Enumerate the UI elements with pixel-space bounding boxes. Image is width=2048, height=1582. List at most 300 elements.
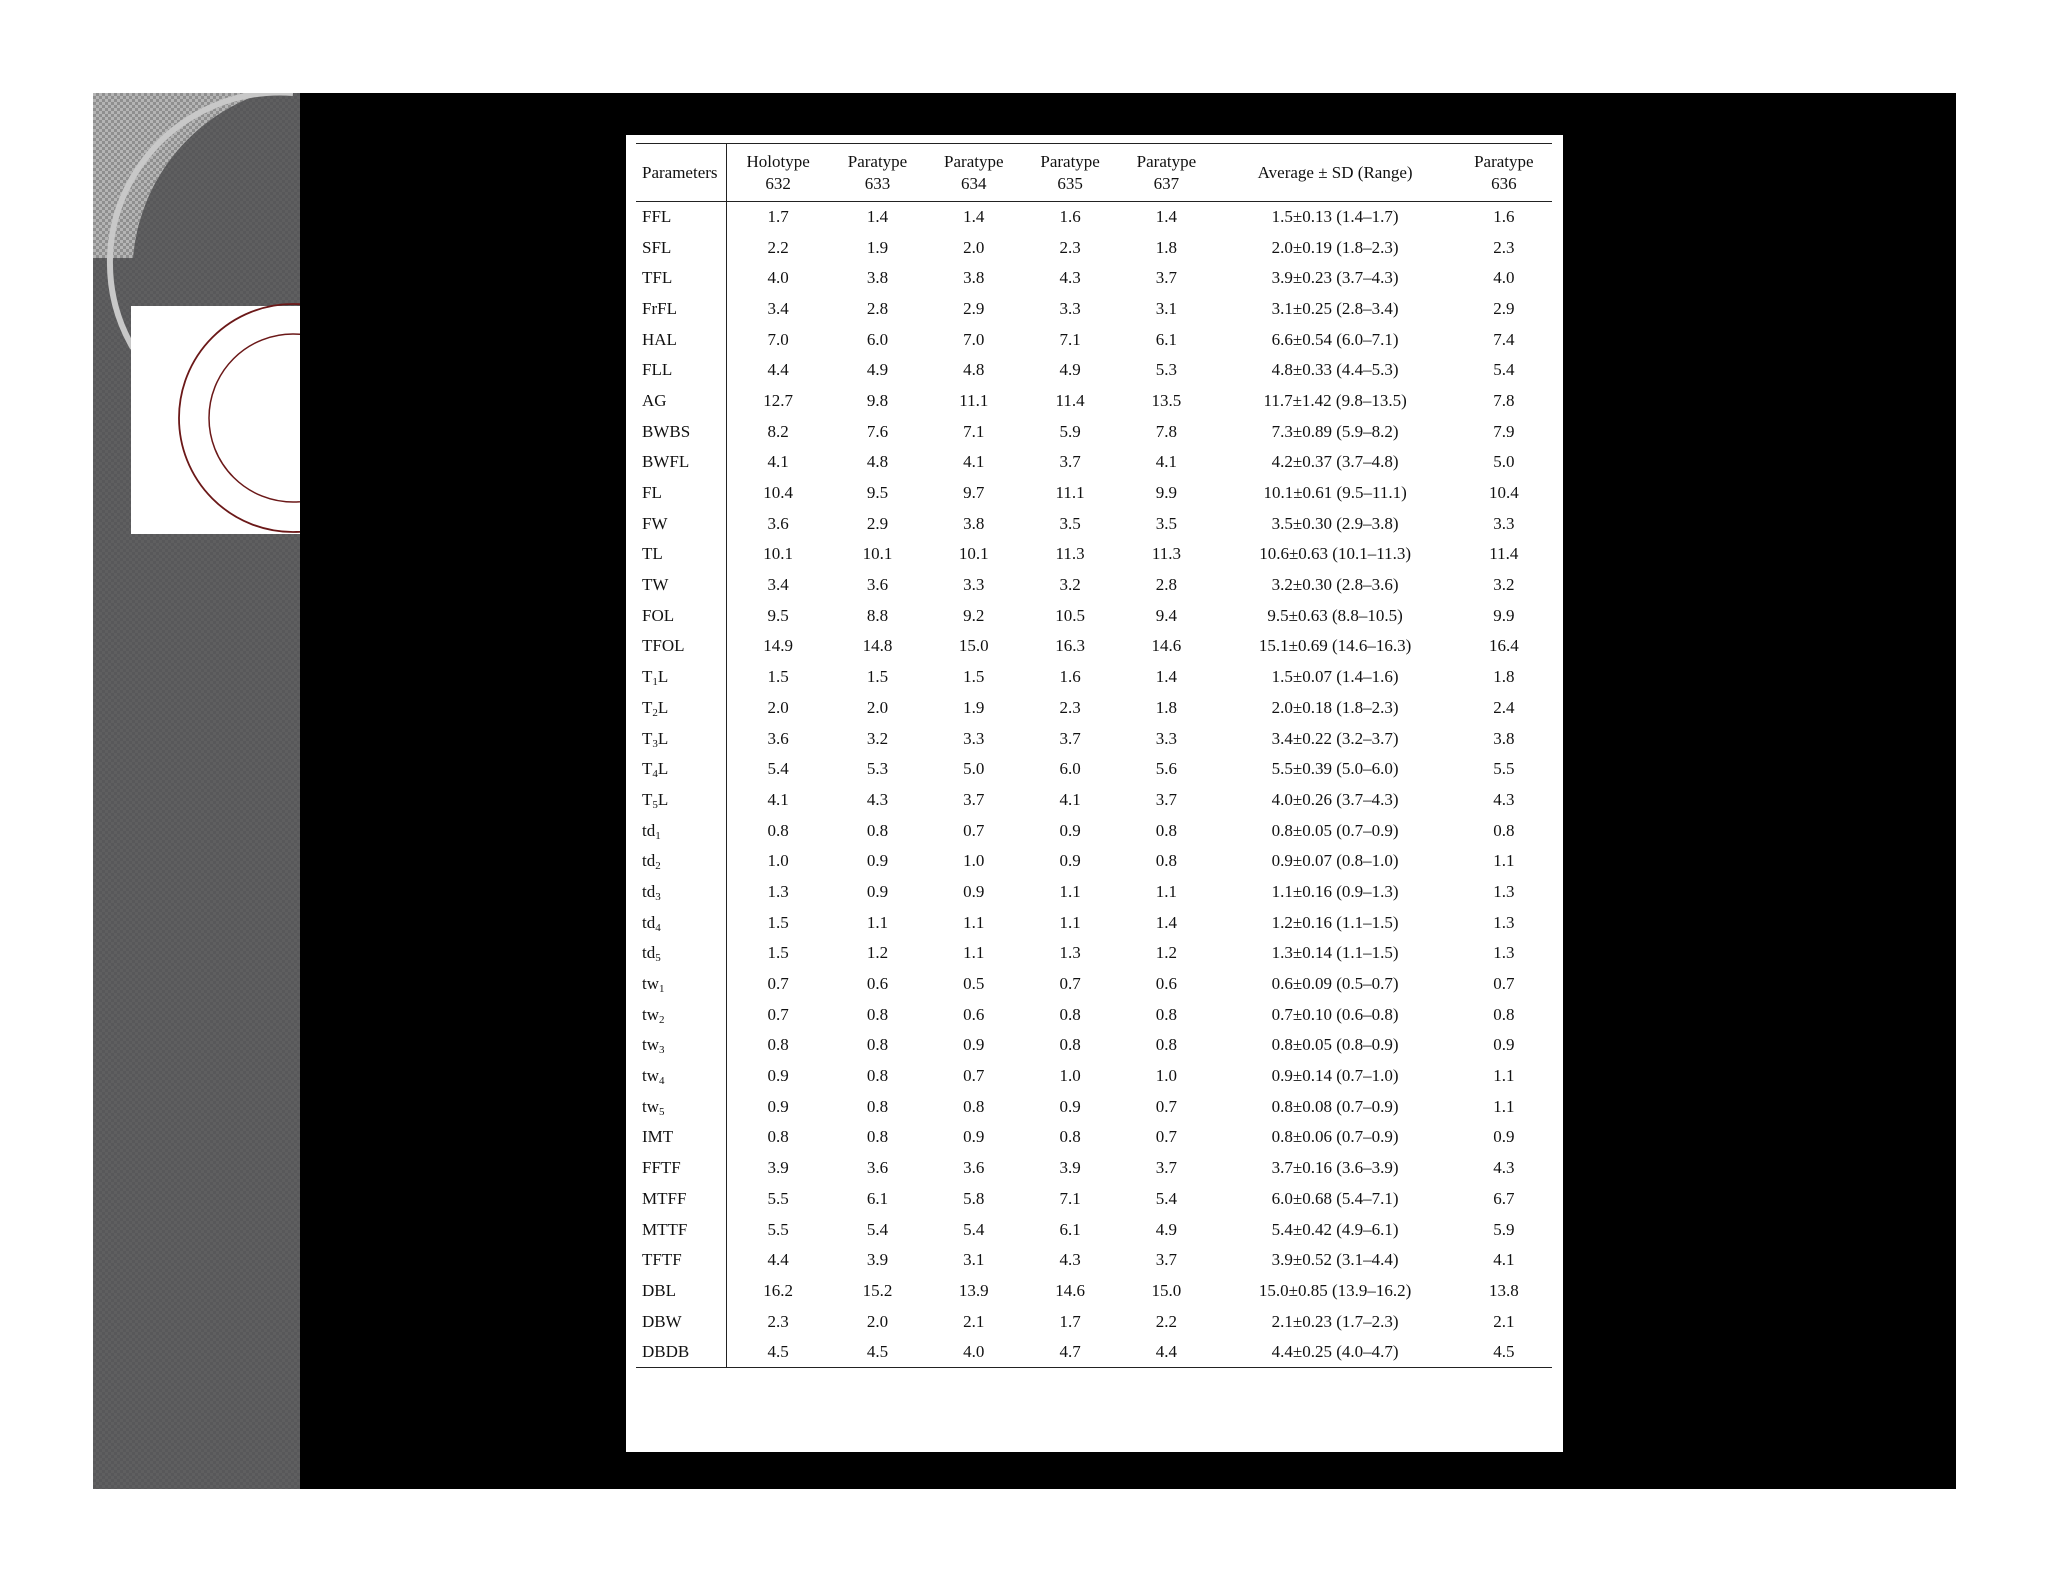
value-cell: 3.7 <box>1059 728 1081 748</box>
parameter-cell <box>636 1245 727 1276</box>
value-cell: 1.5 <box>767 943 789 963</box>
value-cell: 4.9 <box>866 360 889 380</box>
value-cell: 11.1 <box>959 390 989 410</box>
value-cell: 5.8 <box>963 1188 985 1208</box>
value-cell: 1.6 <box>1493 207 1515 227</box>
value-cell: 3.3 <box>1155 728 1178 748</box>
parameter-name: TW <box>642 575 669 595</box>
value-cell: 1.6 <box>1059 207 1081 227</box>
value-cell: 3.7 <box>1155 1158 1178 1178</box>
value-cell: 6.1 <box>1155 329 1178 349</box>
column-header-number: 636 <box>1491 173 1517 193</box>
value-cell: 1.3 <box>767 881 789 901</box>
table-row <box>636 1245 1552 1276</box>
column-header <box>727 144 830 202</box>
table-row <box>636 1030 1552 1061</box>
value-cell: 2.8 <box>1155 575 1178 595</box>
value-cell: 1.3 <box>1493 912 1515 932</box>
value-cell: 4.4 <box>1118 1337 1214 1368</box>
average-cell: 1.1±0.16 (0.9–1.3) <box>1271 881 1399 901</box>
value-cell: 4.1 <box>1155 452 1178 472</box>
parameter-name: FL <box>642 483 662 503</box>
column-header-number: 637 <box>1153 173 1180 193</box>
table-row <box>636 1153 1552 1184</box>
value-cell: 3.6 <box>767 728 789 748</box>
parameter-name: T <box>642 667 653 687</box>
value-cell: 4.4 <box>767 360 789 380</box>
column-header-label: Paratype <box>944 151 1004 171</box>
column-header-number: 633 <box>864 173 891 193</box>
value-cell: 0.7 <box>1493 974 1515 994</box>
column-header-label: Paratype <box>1040 151 1100 171</box>
table-row <box>636 416 1552 447</box>
value-cell: 10.5 <box>1055 605 1085 625</box>
value-cell: 0.7 <box>1155 1127 1178 1147</box>
table-row <box>636 539 1552 570</box>
parameter-name: HAL <box>642 329 677 349</box>
value-cell: 3.7 <box>1059 452 1081 472</box>
parameter-suffix: L <box>657 667 669 687</box>
table-row <box>636 907 1552 938</box>
value-cell: 9.4 <box>1155 605 1178 625</box>
parameter-cell <box>636 416 727 447</box>
value-cell: 2.9 <box>1493 298 1515 318</box>
parameter-cell <box>636 785 727 816</box>
value-cell: 1.1 <box>866 912 889 932</box>
value-cell: 3.7 <box>963 789 985 809</box>
value-cell: 8.8 <box>866 605 889 625</box>
value-cell: 0.7 <box>963 820 985 840</box>
parameter-name: FOL <box>642 605 675 625</box>
value-cell: 7.0 <box>963 329 985 349</box>
value-cell: 3.9 <box>767 1158 789 1178</box>
value-cell: 4.3 <box>1059 1250 1081 1270</box>
table-row <box>636 693 1552 724</box>
value-cell: 7.1 <box>963 421 985 441</box>
value-cell: 3.7 <box>1155 1250 1178 1270</box>
parameter-suffix: L <box>657 759 669 779</box>
parameter-cell <box>636 386 727 417</box>
value-cell: 1.7 <box>1059 1311 1081 1331</box>
value-cell: 9.9 <box>1493 605 1515 625</box>
value-cell: 0.8 <box>1155 820 1178 840</box>
parameter-name: AG <box>642 390 667 410</box>
average-cell: 1.3±0.14 (1.1–1.5) <box>1271 943 1399 963</box>
value-cell: 0.7 <box>1155 1096 1178 1116</box>
average-cell: 1.2±0.16 (1.1–1.5) <box>1271 912 1399 932</box>
value-cell: 0.7 <box>963 1066 985 1086</box>
parameter-name: tw <box>642 1096 659 1116</box>
value-cell: 3.1 <box>963 1250 985 1270</box>
measurements-table <box>636 143 1552 1368</box>
value-cell: 5.0 <box>963 759 985 779</box>
average-cell: 6.0±0.68 (5.4–7.1) <box>1271 1188 1399 1208</box>
parameter-name: FFL <box>642 207 672 227</box>
value-cell: 5.6 <box>1155 759 1178 779</box>
column-header-label: Paratype <box>847 151 908 171</box>
value-cell: 1.5 <box>963 667 985 687</box>
value-cell: 5.9 <box>1493 1219 1515 1239</box>
column-header <box>1022 144 1118 202</box>
value-cell: 4.8 <box>866 452 889 472</box>
parameter-name: td <box>642 943 656 963</box>
value-cell: 1.9 <box>963 697 985 717</box>
value-cell: 2.3 <box>767 1311 789 1331</box>
value-cell: 1.8 <box>1155 697 1178 717</box>
value-cell: 3.6 <box>866 1158 889 1178</box>
value-cell: 0.8 <box>1155 851 1178 871</box>
value-cell: 4.1 <box>767 452 789 472</box>
parameter-cell <box>636 723 727 754</box>
value-cell: 3.4 <box>767 298 789 318</box>
value-cell: 3.2 <box>1059 575 1081 595</box>
parameter-name: tw <box>642 974 659 994</box>
value-cell: 5.5 <box>767 1219 789 1239</box>
value-cell: 1.0 <box>963 851 985 871</box>
parameter-cell <box>636 1214 727 1245</box>
value-cell: 2.0 <box>866 697 889 717</box>
value-cell: 15.2 <box>862 1280 893 1300</box>
value-cell: 0.8 <box>866 820 889 840</box>
value-cell: 1.7 <box>767 207 789 227</box>
table-row <box>636 600 1552 631</box>
table-body <box>636 202 1552 1368</box>
value-cell: 4.1 <box>963 452 985 472</box>
value-cell: 3.3 <box>1059 298 1081 318</box>
average-cell: 0.8±0.06 (0.7–0.9) <box>1271 1127 1399 1147</box>
table-row <box>636 294 1552 325</box>
value-cell: 3.7 <box>1155 789 1178 809</box>
value-cell: 0.8 <box>1155 1035 1178 1055</box>
value-cell: 5.4 <box>767 759 789 779</box>
value-cell: 1.1 <box>1155 881 1178 901</box>
value-cell: 5.0 <box>1493 452 1515 472</box>
average-cell: 15.0±0.85 (13.9–16.2) <box>1258 1280 1412 1300</box>
value-cell: 0.9 <box>767 1096 789 1116</box>
average-cell: 3.7±0.16 (3.6–3.9) <box>1271 1158 1399 1178</box>
column-header <box>636 144 727 202</box>
table-row <box>636 1184 1552 1215</box>
parameter-cell <box>636 693 727 724</box>
average-cell: 10.6±0.63 (10.1–11.3) <box>1259 544 1411 564</box>
parameter-name: TL <box>642 544 663 564</box>
parameter-cell <box>636 631 727 662</box>
value-cell: 0.8 <box>1493 1004 1515 1024</box>
value-cell: 0.7 <box>1059 974 1081 994</box>
table-row <box>636 1337 1552 1368</box>
value-cell: 4.8 <box>963 360 985 380</box>
parameter-name: T <box>642 789 653 809</box>
table-row <box>636 1276 1552 1307</box>
column-header <box>829 144 925 202</box>
table-row <box>636 662 1552 693</box>
parameter-name: FFTF <box>642 1158 681 1178</box>
value-cell: 0.7 <box>767 974 789 994</box>
value-cell: 8.2 <box>767 421 789 441</box>
parameter-cell <box>636 478 727 509</box>
value-cell: 1.0 <box>767 851 789 871</box>
mesh-shape <box>93 93 263 258</box>
value-cell: 3.2 <box>866 728 889 748</box>
average-cell: 0.9±0.14 (0.7–1.0) <box>1271 1066 1399 1086</box>
value-cell: 9.5 <box>767 605 789 625</box>
table-row <box>636 232 1552 263</box>
table-row <box>636 508 1552 539</box>
parameter-cell <box>636 570 727 601</box>
parameter-name: T <box>642 697 653 717</box>
value-cell: 5.3 <box>1155 360 1178 380</box>
value-cell: 13.5 <box>1151 390 1182 410</box>
value-cell: 1.5 <box>866 667 889 687</box>
parameter-cell <box>636 1091 727 1122</box>
table-row <box>636 1214 1552 1245</box>
value-cell: 2.3 <box>1059 237 1081 257</box>
value-cell: 0.8 <box>767 1127 789 1147</box>
parameter-name: TFL <box>642 268 673 288</box>
average-cell: 0.8±0.08 (0.7–0.9) <box>1271 1096 1399 1116</box>
table-row <box>636 631 1552 662</box>
value-cell: 1.8 <box>1155 237 1178 257</box>
value-cell: 0.9 <box>1059 1096 1081 1116</box>
value-cell: 2.0 <box>767 697 789 717</box>
value-cell: 1.1 <box>1059 881 1081 901</box>
value-cell: 0.8 <box>866 1004 889 1024</box>
parameter-name: td <box>642 851 656 871</box>
parameter-cell <box>636 969 727 1000</box>
parameter-name: DBDB <box>642 1342 690 1362</box>
value-cell: 1.5 <box>767 667 789 687</box>
value-cell: 9.8 <box>866 390 889 410</box>
value-cell: 3.7 <box>1155 268 1178 288</box>
value-cell: 1.1 <box>963 912 985 932</box>
value-cell: 0.9 <box>866 851 889 871</box>
table-row <box>636 815 1552 846</box>
value-cell: 3.8 <box>1493 728 1515 748</box>
value-cell: 0.8 <box>767 1035 789 1055</box>
value-cell: 3.9 <box>866 1250 889 1270</box>
parameter-cell <box>636 662 727 693</box>
average-cell: 0.8±0.05 (0.8–0.9) <box>1271 1035 1399 1055</box>
value-cell: 6.1 <box>1059 1219 1081 1239</box>
parameter-cell <box>636 1122 727 1153</box>
parameter-cell <box>636 907 727 938</box>
value-cell: 5.4 <box>1155 1188 1178 1208</box>
table-row <box>636 938 1552 969</box>
parameter-cell <box>636 294 727 325</box>
parameter-cell <box>636 877 727 908</box>
average-cell: 3.5±0.30 (2.9–3.8) <box>1271 513 1399 533</box>
value-cell: 0.8 <box>767 820 789 840</box>
average-cell: 0.6±0.09 (0.5–0.7) <box>1271 974 1399 994</box>
value-cell: 3.3 <box>963 728 985 748</box>
parameter-cell <box>636 232 727 263</box>
parameter-subscript: 2 <box>659 1013 665 1026</box>
parameter-name: DBW <box>642 1311 682 1331</box>
decorative-circles <box>93 93 393 553</box>
value-cell: 1.9 <box>866 237 889 257</box>
value-cell: 0.9 <box>1493 1127 1515 1147</box>
parameter-subscript: 3 <box>659 1044 665 1057</box>
table-row <box>636 877 1552 908</box>
value-cell: 14.9 <box>763 636 794 656</box>
parameter-name: FrFL <box>642 298 677 318</box>
parameter-name: tw <box>642 1066 659 1086</box>
parameter-name: td <box>642 881 656 901</box>
value-cell: 9.2 <box>963 605 985 625</box>
value-cell: 0.8 <box>1059 1004 1081 1024</box>
value-cell: 3.6 <box>866 575 889 595</box>
average-cell: 2.1±0.23 (1.7–2.3) <box>1271 1311 1399 1331</box>
average-cell: 2.0±0.18 (1.8–2.3) <box>1271 697 1399 717</box>
parameter-cell <box>636 1061 727 1092</box>
average-cell: 2.0±0.19 (1.8–2.3) <box>1271 237 1399 257</box>
parameter-cell <box>636 355 727 386</box>
parameter-subscript: 3 <box>655 890 661 903</box>
average-cell: 5.5±0.39 (5.0–6.0) <box>1271 759 1399 779</box>
value-cell: 3.9 <box>1059 1158 1081 1178</box>
parameter-subscript: 3 <box>652 737 658 750</box>
table-row <box>636 1122 1552 1153</box>
value-cell: 4.3 <box>1059 268 1081 288</box>
value-cell: 0.9 <box>767 1066 789 1086</box>
value-cell: 16.3 <box>1055 636 1085 656</box>
table-row <box>636 478 1552 509</box>
parameter-cell <box>636 600 727 631</box>
value-cell: 1.2 <box>866 943 889 963</box>
average-cell: 0.8±0.05 (0.7–0.9) <box>1271 820 1399 840</box>
value-cell: 2.3 <box>1493 237 1515 257</box>
parameter-cell <box>636 263 727 294</box>
parameter-name: MTTF <box>642 1219 688 1239</box>
value-cell: 4.7 <box>1022 1337 1118 1368</box>
parameter-name: td <box>642 820 656 840</box>
value-cell: 7.8 <box>1155 421 1178 441</box>
parameter-name: tw <box>642 1035 659 1055</box>
parameter-subscript: 5 <box>655 952 661 965</box>
value-cell: 1.4 <box>963 207 985 227</box>
value-cell: 0.9 <box>963 881 985 901</box>
value-cell: 6.0 <box>866 329 889 349</box>
value-cell: 1.3 <box>1493 943 1515 963</box>
average-cell: 6.6±0.54 (6.0–7.1) <box>1271 329 1399 349</box>
value-cell: 1.1 <box>963 943 985 963</box>
value-cell: 3.5 <box>1059 513 1081 533</box>
value-cell: 4.3 <box>1493 789 1515 809</box>
average-cell: 3.4±0.22 (3.2–3.7) <box>1271 728 1399 748</box>
value-cell: 1.4 <box>1155 912 1178 932</box>
value-cell: 0.8 <box>963 1096 985 1116</box>
table-row <box>636 969 1552 1000</box>
value-cell: 1.5 <box>767 912 789 932</box>
value-cell: 0.7 <box>767 1004 789 1024</box>
value-cell: 0.9 <box>963 1127 985 1147</box>
parameter-name: BWFL <box>642 452 690 472</box>
table-row <box>636 202 1552 233</box>
parameter-subscript: 5 <box>652 798 658 811</box>
parameter-suffix: L <box>657 789 669 809</box>
value-cell: 4.5 <box>727 1337 830 1368</box>
value-cell: 14.6 <box>1055 1280 1085 1300</box>
value-cell: 6.1 <box>866 1188 889 1208</box>
value-cell: 5.4 <box>963 1219 985 1239</box>
average-cell: 7.3±0.89 (5.9–8.2) <box>1271 421 1399 441</box>
parameter-name: tw <box>642 1004 659 1024</box>
value-cell: 0.8 <box>866 1066 889 1086</box>
value-cell: 14.8 <box>862 636 893 656</box>
column-header-number: 632 <box>765 173 791 193</box>
value-cell: 7.9 <box>1493 421 1515 441</box>
column-header-label: Average ± SD (Range) <box>1257 162 1413 182</box>
value-cell: 3.2 <box>1493 575 1515 595</box>
value-cell: 4.5 <box>1456 1337 1552 1368</box>
table-row <box>636 846 1552 877</box>
table-row <box>636 355 1552 386</box>
value-cell: 7.6 <box>866 421 889 441</box>
column-header-number: 635 <box>1057 173 1083 193</box>
value-cell: 4.0 <box>1493 268 1515 288</box>
value-cell: 10.1 <box>763 544 794 564</box>
value-cell: 10.1 <box>862 544 893 564</box>
value-cell: 2.2 <box>767 237 789 257</box>
value-cell: 3.5 <box>1155 513 1178 533</box>
parameter-subscript: 1 <box>655 829 661 842</box>
value-cell: 1.1 <box>1493 1096 1515 1116</box>
value-cell: 16.2 <box>763 1280 794 1300</box>
value-cell: 1.0 <box>1155 1066 1178 1086</box>
parameter-subscript: 1 <box>652 676 658 689</box>
parameter-cell <box>636 1337 727 1368</box>
value-cell: 1.3 <box>1059 943 1081 963</box>
parameter-name: BWBS <box>642 421 691 441</box>
parameter-cell <box>636 202 727 233</box>
average-cell: 1.5±0.13 (1.4–1.7) <box>1271 207 1399 227</box>
value-cell: 0.5 <box>963 974 985 994</box>
parameter-name: T <box>642 728 653 748</box>
parameter-subscript: 2 <box>655 860 661 873</box>
value-cell: 4.0 <box>767 268 789 288</box>
header-row <box>636 144 1552 202</box>
parameter-cell <box>636 539 727 570</box>
value-cell: 0.8 <box>866 1127 889 1147</box>
value-cell: 9.9 <box>1155 483 1178 503</box>
value-cell: 0.8 <box>1155 1004 1178 1024</box>
value-cell: 6.0 <box>1059 759 1081 779</box>
average-cell: 3.1±0.25 (2.8–3.4) <box>1271 298 1399 318</box>
average-cell: 11.7±1.42 (9.8–13.5) <box>1263 390 1407 410</box>
value-cell: 2.1 <box>1493 1311 1515 1331</box>
value-cell: 10.1 <box>958 544 989 564</box>
parameter-cell <box>636 754 727 785</box>
parameter-name: FW <box>642 513 668 533</box>
value-cell: 3.3 <box>1493 513 1515 533</box>
average-cell: 4.2±0.37 (3.7–4.8) <box>1271 452 1399 472</box>
value-cell: 1.8 <box>1493 667 1515 687</box>
parameter-name: MTFF <box>642 1188 687 1208</box>
average-cell: 9.5±0.63 (8.8–10.5) <box>1267 605 1403 625</box>
value-cell: 0.6 <box>1155 974 1178 994</box>
table-row <box>636 1061 1552 1092</box>
value-cell: 3.8 <box>963 513 985 533</box>
value-cell: 0.9 <box>1059 820 1081 840</box>
parameter-subscript: 5 <box>659 1105 665 1118</box>
value-cell: 2.9 <box>963 298 985 318</box>
parameter-cell <box>636 447 727 478</box>
value-cell: 4.9 <box>1059 360 1081 380</box>
table-row <box>636 386 1552 417</box>
value-cell: 2.9 <box>866 513 889 533</box>
value-cell: 5.5 <box>767 1188 789 1208</box>
parameter-name: TFOL <box>642 636 685 656</box>
